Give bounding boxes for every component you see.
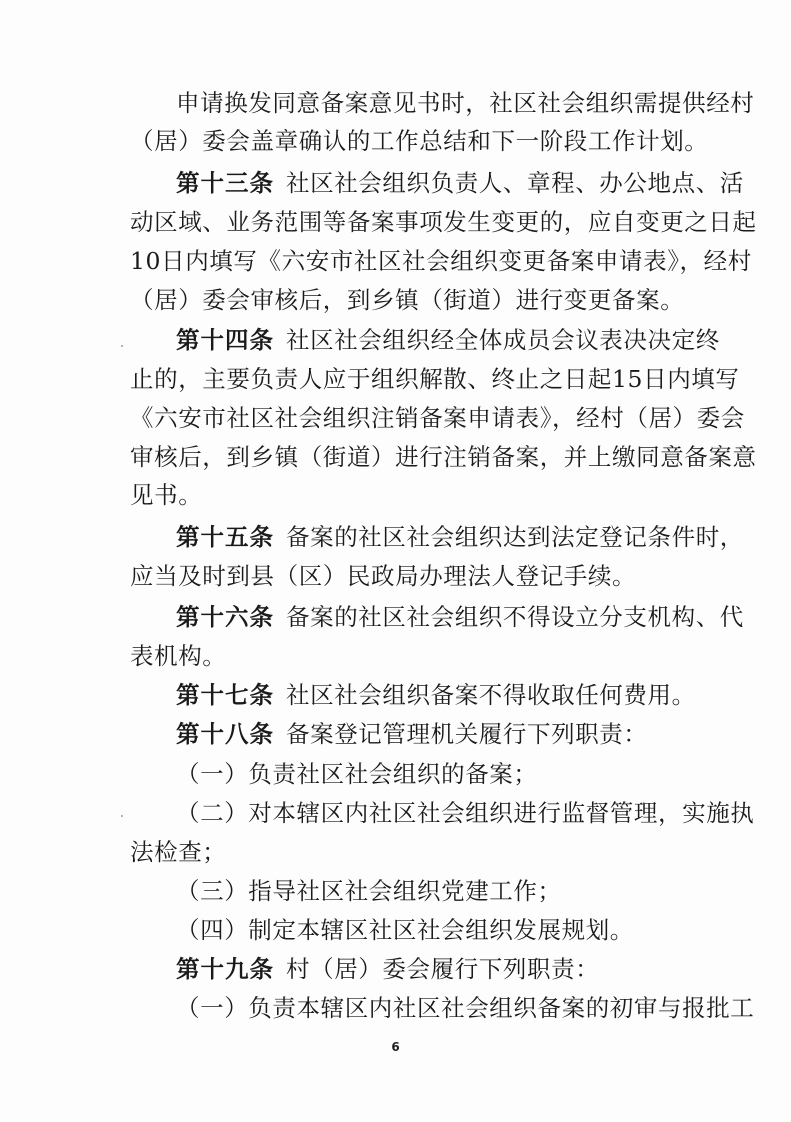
text-line	[0, 126, 791, 156]
line-text: 社区社会组织负责人、章程、办公地点、活	[286, 169, 744, 197]
text-line	[0, 364, 791, 394]
article-line	[0, 954, 791, 984]
line-text: （居）委会盖章确认的工作总结和下一阶段工作计划。	[130, 127, 709, 155]
line-text: 《六安市社区社会组织注销备案申请表》，经村（居）委会	[130, 404, 745, 432]
article-line	[0, 602, 791, 632]
text-line	[0, 246, 791, 276]
text-line	[0, 561, 791, 591]
article-title: 第十四条	[176, 326, 274, 354]
text-line	[0, 285, 791, 315]
line-text: 社区社会组织备案不得收取任何费用。	[286, 681, 696, 709]
line-text: （三）指导社区社会组织党建工作；	[176, 877, 562, 905]
text-line	[0, 915, 791, 945]
line-text: （四）制定本辖区社区社会组织发展规划。	[176, 916, 634, 944]
line-text: 法检查；	[130, 838, 227, 866]
text-line	[0, 442, 791, 472]
line-text: 备案的社区社会组织达到法定登记条件时，	[286, 523, 744, 551]
article-title: 第十八条	[176, 720, 274, 748]
text-line	[0, 403, 791, 433]
text-line	[0, 88, 791, 118]
text-line	[0, 993, 791, 1023]
line-text: 见书。	[130, 481, 203, 509]
article-line	[0, 168, 791, 198]
line-text: 村（居）委会履行下列职责：	[286, 955, 600, 983]
article-title: 第十五条	[176, 523, 274, 551]
text-line	[0, 207, 791, 237]
article-title: 第十九条	[176, 955, 274, 983]
article-line	[0, 325, 791, 355]
article-title: 第十三条	[176, 169, 274, 197]
article-line	[0, 522, 791, 552]
line-text: 备案登记管理机关履行下列职责：	[286, 720, 648, 748]
text-line	[0, 759, 791, 789]
line-text: 表机构。	[130, 642, 227, 670]
line-text: 备案的社区社会组织不得设立分支机构、代	[286, 603, 744, 631]
article-title: 第十六条	[176, 603, 274, 631]
text-line	[0, 641, 791, 671]
line-text: （居）委会审核后，到乡镇（街道）进行变更备案。	[130, 286, 685, 314]
article-line	[0, 680, 791, 710]
line-text: 止的，主要负责人应于组织解散、终止之日起15日内填写	[130, 365, 740, 393]
page-number: 6	[391, 1040, 400, 1054]
line-text: 申请换发同意备案意见书时，社区社会组织需提供经村	[176, 89, 755, 117]
scan-speck	[121, 345, 123, 347]
line-text: （一）负责本辖区内社区社会组织备案的初审与报批工	[176, 994, 755, 1022]
article-title: 第十七条	[176, 681, 274, 709]
line-text: 动区域、业务范围等备案事项发生变更的，应自变更之日起	[130, 208, 757, 236]
text-line	[0, 837, 791, 867]
article-line	[0, 719, 791, 749]
scan-speck	[121, 815, 123, 817]
line-text: （一）负责社区社会组织的备案；	[176, 760, 538, 788]
text-line	[0, 876, 791, 906]
line-text: （二）对本辖区内社区社会组织进行监督管理，实施执	[176, 799, 755, 827]
line-text: 审核后，到乡镇（街道）进行注销备案，并上缴同意备案意	[130, 443, 757, 471]
line-text: 10日内填写《六安市社区社会组织变更备案申请表》，经村	[130, 247, 752, 275]
line-text: 社区社会组织经全体成员会议表决决定终	[286, 326, 720, 354]
text-line	[0, 480, 791, 510]
line-text: 应当及时到县（区）民政局办理法人登记手续。	[130, 562, 637, 590]
text-line	[0, 798, 791, 828]
